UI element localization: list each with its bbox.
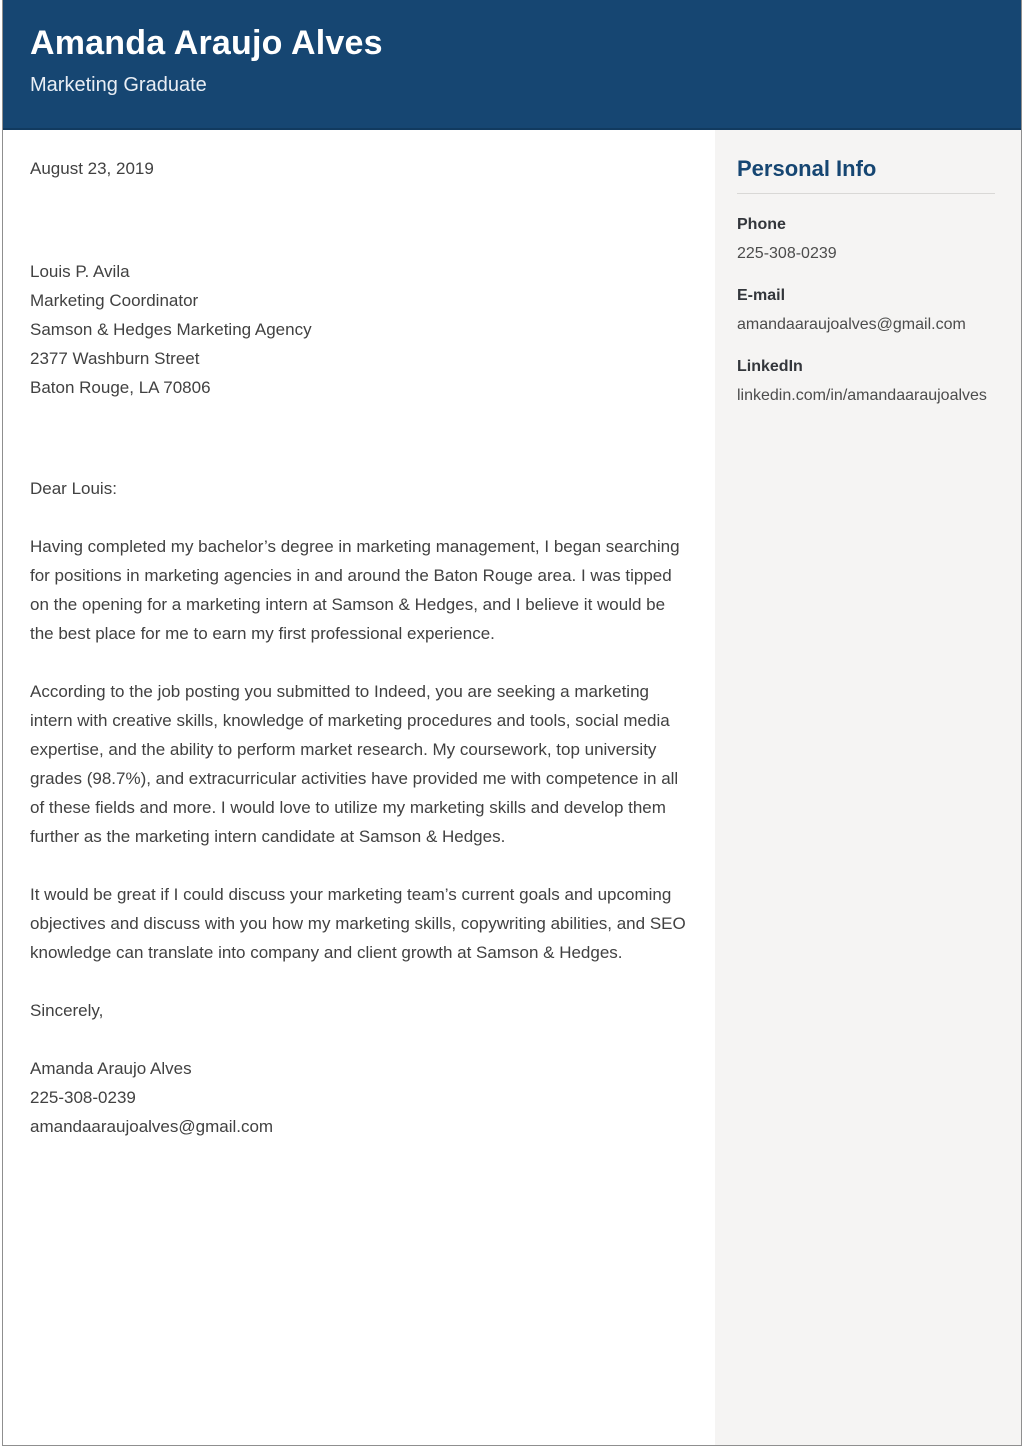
- signature-phone: 225-308-0239: [30, 1088, 136, 1107]
- personal-info-phone: [737, 214, 995, 265]
- candidate-job-title: Marketing Graduate: [30, 74, 207, 96]
- personal-info-linkedin: [737, 356, 995, 407]
- email-label: E-mail: [737, 287, 786, 304]
- sidebar-title: Personal Info: [737, 156, 877, 181]
- recipient-city: Baton Rouge, LA 70806: [30, 378, 211, 397]
- phone-value: 225-308-0239: [737, 245, 837, 262]
- linkedin-value: linkedin.com/in/amandaaraujoalves: [737, 387, 987, 404]
- recipient-name: Louis P. Avila: [30, 262, 130, 281]
- candidate-name: Amanda Araujo Alves: [30, 24, 383, 62]
- closing: Sincerely,: [30, 1001, 104, 1020]
- personal-info-email: [737, 285, 995, 336]
- header-banner: [2, 0, 1022, 130]
- salutation: Dear Louis:: [30, 479, 117, 498]
- recipient-street: 2377 Washburn Street: [30, 349, 200, 368]
- phone-label: Phone: [737, 216, 786, 233]
- signature-name: Amanda Araujo Alves: [30, 1059, 192, 1078]
- recipient-company: Samson & Hedges Marketing Agency: [30, 320, 312, 339]
- cover-letter-page: [2, 0, 1022, 1446]
- page-content: [3, 130, 1021, 1445]
- letter-paragraph-3: It would be great if I could discuss your marketing team’s current goals and upcoming objectives and discuss with you how my marketing skills, copywriting abilities, and SEO knowledge can translate into company and client growth at Samson & Hedges.: [30, 885, 686, 962]
- recipient-block: [30, 257, 689, 402]
- letter-paragraph-1: Having completed my bachelor’s degree in marketing management, I began searching for positions in marketing agencies in and around the Baton Rouge area. I was tipped on the opening for a marketing intern at Samson & Hedges, and I believe it would be the best place for me to earn my first professional experience.: [30, 537, 680, 643]
- letter-body: [3, 130, 715, 1445]
- recipient-job-title: Marketing Coordinator: [30, 291, 199, 310]
- sidebar-divider: [737, 193, 995, 194]
- letter-paragraph-2: According to the job posting you submitted to Indeed, you are seeking a marketing intern with creative skills, knowledge of marketing procedures and tools, social media expertise, and the ability to perform market research. My coursework, top university grades (98.7%), and extracurricular activities have provided me with competence in all of these fields and more. I would love to utilize my marketing skills and develop them further as the marketing intern candidate at Samson & Hedges.: [30, 682, 679, 846]
- signature-block: [30, 1054, 689, 1141]
- linkedin-label: LinkedIn: [737, 358, 803, 375]
- letter-date: August 23, 2019: [30, 159, 154, 178]
- signature-email: amandaaraujoalves@gmail.com: [30, 1117, 274, 1136]
- email-value: amandaaraujoalves@gmail.com: [737, 316, 966, 333]
- personal-info-sidebar: [715, 130, 1021, 1445]
